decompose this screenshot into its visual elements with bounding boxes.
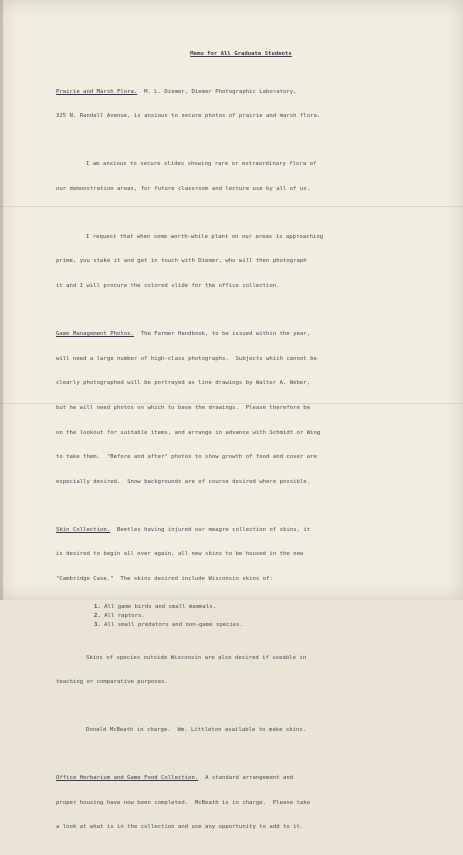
section-text: The Farmer Handbook, to be issued within the year,: [133, 331, 311, 338]
section-line: [56, 330, 426, 338]
paragraph-line: it and I will procure the colored slide for the office collection.: [56, 283, 280, 290]
paper-edge: [0, 0, 3, 600]
section-text: A standard arrangement and: [198, 775, 294, 782]
list-text: All small predators and non-game species.: [100, 622, 244, 628]
paragraph-slides-request: [56, 144, 426, 210]
paragraph-line: Donald McBeath in charge. Wm. Littleton available to make skins.: [86, 727, 307, 734]
section-line: on the lookout for suitable items, and arrange in advance with Schmidt or Wing: [56, 429, 321, 436]
list-item: [94, 612, 426, 621]
list-number: 2.: [94, 612, 101, 619]
section-line: a look at what is in the collection and use any opportunity to add to it.: [56, 824, 304, 831]
list-item: [94, 603, 426, 612]
memo-title: Memo for All Graduate Students: [190, 51, 292, 57]
section-heading: Game Management Photos.: [56, 331, 134, 338]
list-text: All raptors.: [100, 612, 145, 619]
section-line: is desired to begin all over again, all new skins to be housed in the new: [56, 551, 304, 558]
paragraph-line: Skins of species outside Wisconsin are also desired if useable in: [86, 654, 307, 661]
paragraph-line: I request that when some worth-while plant on our areas is approaching: [86, 233, 324, 240]
section-office-herbarium: [56, 758, 426, 848]
paragraph-line: prime, you stake it and get in touch with Diemer, who will then photograph: [56, 258, 307, 265]
list-text: All game birds and small mammals.: [100, 603, 216, 610]
section-text: M. L. Diemer, Diemer Photographic Laboratory,: [137, 88, 297, 95]
section-line: 325 N. Randall Avenue, is anxious to secure photos of prairie and marsh flora.: [56, 113, 321, 120]
section-line: [56, 774, 426, 782]
list-number: 1.: [94, 603, 101, 610]
section-line: but he will need photos on which to base the drawings. Please therefore be: [56, 404, 311, 411]
section-game-management-photos: [56, 314, 426, 503]
section-line: will need a large number of high-class photographs. Subjects which cannot be: [56, 355, 317, 362]
section-line: to take them. "Before and after" photos to show growth of food and cover are: [56, 454, 317, 461]
paragraph-line: our demonstration areas, for future classroom and lecture use by all of us.: [56, 185, 311, 192]
section-line: "Cambridge Case." The skins desired include Wisconsin skins of:: [56, 575, 273, 582]
list-item: [94, 621, 426, 630]
list-number: 3.: [94, 622, 101, 628]
section-line: especially desired. Snow backgrounds are of course desired where possible.: [56, 478, 311, 485]
skins-list: [94, 603, 426, 631]
section-heading: Prairie and Marsh Flora.: [56, 88, 138, 95]
section-text: Beetles having injured our meagre collection of skins, it: [110, 526, 311, 533]
paragraph-line: I am anxious to secure slides showing rare or extraordinary flora of: [86, 161, 317, 168]
section-line: clearly photographed will be portrayed as line drawings by Walter A. Weber,: [56, 380, 311, 387]
section-heading: Skin Collection.: [56, 526, 111, 533]
section-skin-collection: [56, 509, 426, 599]
section-line: proper housing have now been completed. McBeath is in charge. Please take: [56, 799, 311, 806]
section-heading: Office Herbarium and Game Food Collection.: [56, 775, 199, 782]
section-line: [56, 526, 426, 534]
section-line: [56, 88, 426, 96]
paragraph-stake-plants: [56, 216, 426, 306]
paragraph-line: teaching or comparative purposes.: [56, 679, 168, 686]
paragraph-in-charge: [56, 710, 426, 751]
section-prairie-marsh-flora: [56, 71, 426, 137]
memo-document: [56, 50, 426, 855]
paragraph-outside-species: [56, 637, 426, 703]
